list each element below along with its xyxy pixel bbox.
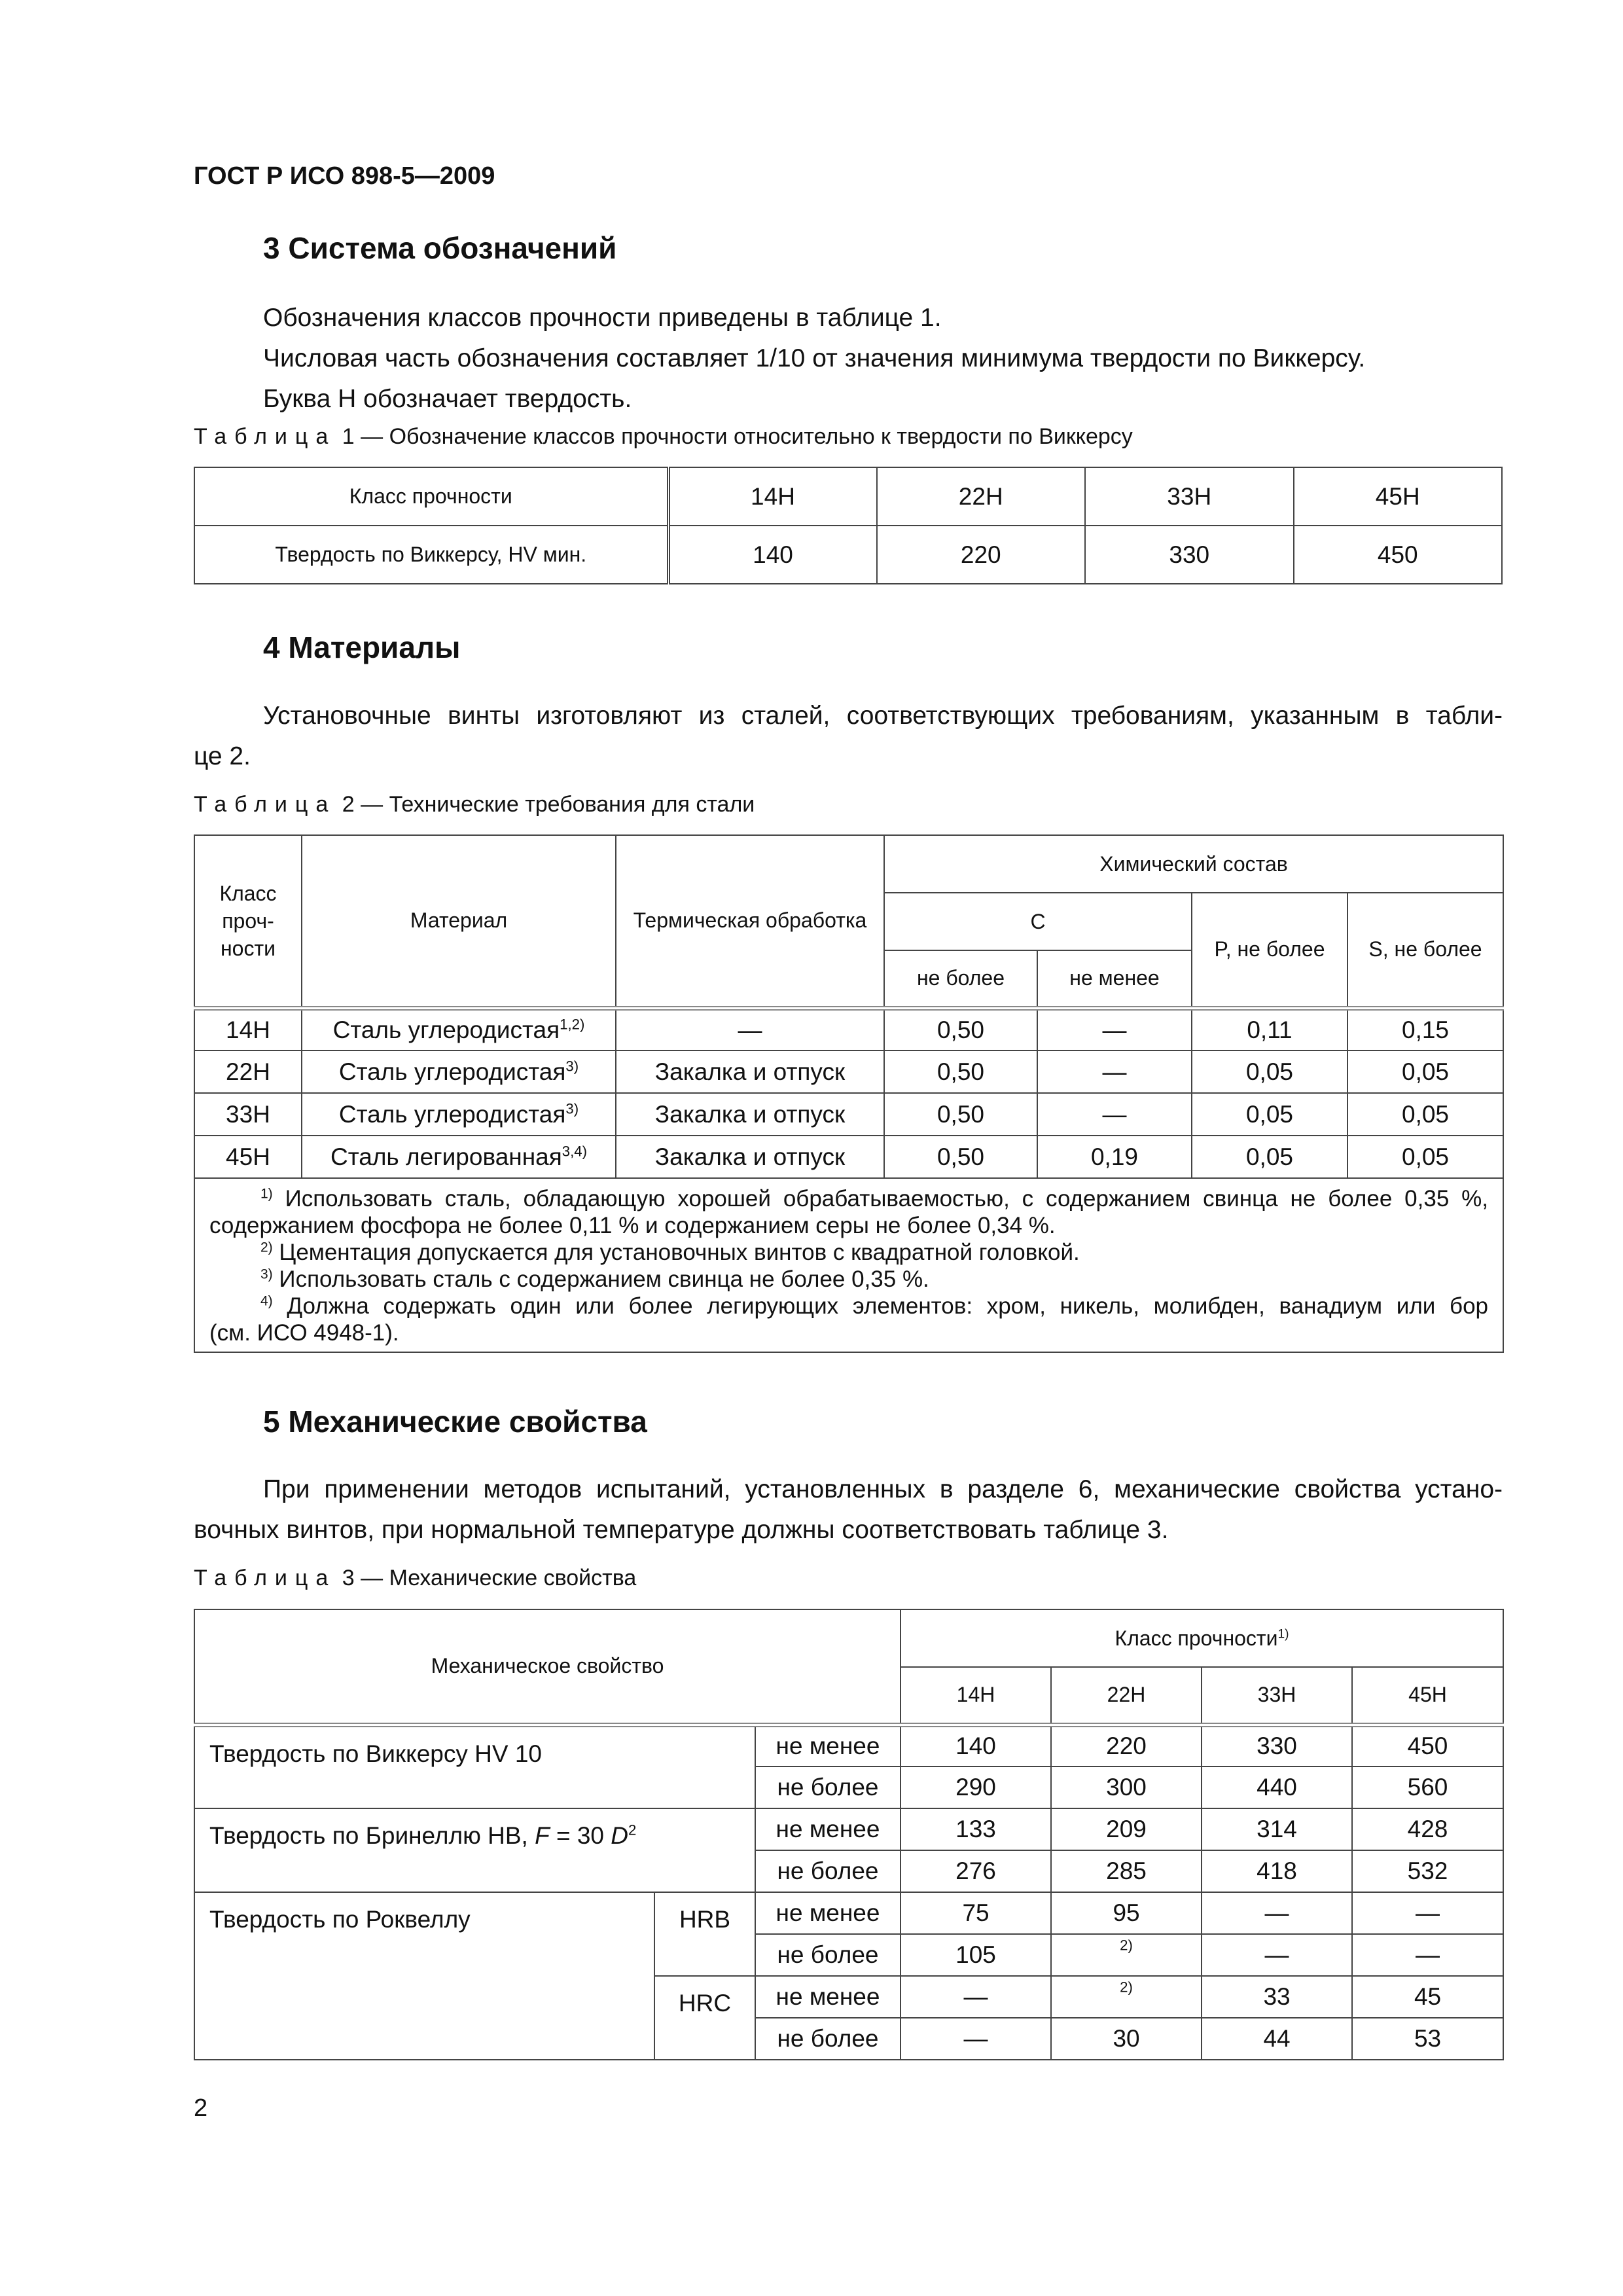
footnote-mark: 1) <box>260 1186 273 1202</box>
table-header-45h: 45H <box>1352 1667 1503 1725</box>
table-cell: Класс прочности <box>194 467 668 526</box>
table-cell: 0,50 <box>884 1136 1037 1178</box>
section-5-line: При применении методов испытаний, установленных в разделе 6, механические свойства устано- <box>263 1475 1503 1503</box>
limit-max: не более <box>755 2018 901 2060</box>
table-cell: 314 <box>1202 1808 1352 1850</box>
table-cell: 300 <box>1051 1767 1202 1808</box>
table-row-notes <box>194 1178 1503 1352</box>
table-2 <box>194 834 1504 1353</box>
footnote-ref: 2) <box>1120 1937 1133 1954</box>
table-cell: 285 <box>1051 1850 1202 1892</box>
table-row <box>194 526 1502 584</box>
table-cell: 0,50 <box>884 1008 1037 1050</box>
footnote-text: Использовать сталь с содержанием свинца не более 0,35 %. <box>279 1266 929 1292</box>
table-cell: 45 <box>1352 1976 1503 2018</box>
table-row <box>194 1008 1503 1050</box>
table-cell <box>302 1050 616 1093</box>
table-cell: 440 <box>1202 1767 1352 1808</box>
table-cell: 0,05 <box>1347 1050 1503 1093</box>
table-header-14h: 14H <box>901 1667 1051 1725</box>
table-cell: 0,05 <box>1347 1136 1503 1178</box>
limit-min: не менее <box>755 1892 901 1934</box>
footnote <box>209 1185 1488 1212</box>
document-code: ГОСТ Р ИСО 898-5—2009 <box>194 162 495 190</box>
table-cell: 14H <box>668 467 877 526</box>
table-2-notes <box>194 1178 1503 1352</box>
table-cell <box>1051 1934 1202 1976</box>
property-brinell <box>194 1808 755 1892</box>
table-header-phosphorus: P, не более <box>1192 893 1347 1008</box>
table-cell: 0,05 <box>1192 1050 1347 1093</box>
material-text: Сталь легированная <box>330 1143 562 1170</box>
footnote-text: Цементация допускается для установочных винтов с квадратной головкой. <box>279 1240 1080 1265</box>
table-row <box>194 835 1503 893</box>
section-3-line: Обозначения классов прочности приведены в таблице 1. <box>263 304 942 332</box>
table-3 <box>194 1609 1504 2060</box>
table-cell: 0,05 <box>1192 1136 1347 1178</box>
table-header-22h: 22H <box>1051 1667 1202 1725</box>
table-cell: 14H <box>194 1008 302 1050</box>
table-cell: 140 <box>668 526 877 584</box>
table-row <box>194 467 1502 526</box>
section-4-title: 4 Материалы <box>263 630 461 664</box>
table-cell: — <box>1202 1934 1352 1976</box>
material-text: Сталь углеродистая <box>338 1058 566 1085</box>
table-cell <box>1051 1976 1202 2018</box>
table-cell: 45H <box>194 1136 302 1178</box>
section-3-text <box>194 298 1503 420</box>
table-cell: — <box>901 1976 1051 2018</box>
table-cell <box>302 1136 616 1178</box>
brinell-d: D <box>611 1822 629 1849</box>
table-header-carbon: C <box>884 893 1192 950</box>
section-4-line: це 2. <box>194 742 251 770</box>
section-3-line: Буква H обозначает твердость. <box>263 385 632 413</box>
table-cell: 105 <box>901 1934 1051 1976</box>
brinell-text: Твердость по Бринеллю HB, <box>209 1822 535 1849</box>
table-cell: — <box>616 1008 884 1050</box>
table-cell: — <box>901 2018 1051 2060</box>
footnote-continuation: содержанием фосфора не более 0,11 % и содержанием серы не более 0,34 %. <box>209 1213 1056 1238</box>
caption-word: Таблица <box>194 792 336 817</box>
table-cell: — <box>1352 1892 1503 1934</box>
table-cell: 95 <box>1051 1892 1202 1934</box>
limit-min: не менее <box>755 1725 901 1767</box>
table-cell: — <box>1037 1008 1192 1050</box>
table-cell: 428 <box>1352 1808 1503 1850</box>
table-cell: 0,15 <box>1347 1008 1503 1050</box>
table-cell: Твердость по Виккерсу, HV мин. <box>194 526 668 584</box>
table-cell: 450 <box>1352 1725 1503 1767</box>
section-5-title: 5 Механические свойства <box>263 1405 647 1439</box>
table-row <box>194 1050 1503 1093</box>
brinell-f: F <box>535 1822 550 1849</box>
property-vickers: Твердость по Виккерсу HV 10 <box>194 1725 755 1808</box>
table-cell: 0,50 <box>884 1093 1037 1136</box>
page-number: 2 <box>194 2094 208 2122</box>
table-cell: 330 <box>1202 1725 1352 1767</box>
brinell-eq: = 30 <box>549 1822 611 1849</box>
table-cell: 450 <box>1294 526 1503 584</box>
section-4-text <box>194 696 1503 777</box>
table-row <box>194 1725 1503 1767</box>
table-cell: 33H <box>1085 467 1294 526</box>
table-header-c-max: не более <box>884 950 1037 1008</box>
table-3-caption <box>194 1566 636 1591</box>
section-3-line: Числовая часть обозначения составляет 1/10 от значения минимума твердости по Виккерсу. <box>263 344 1366 372</box>
footnote-mark: 3) <box>260 1266 273 1282</box>
footnote-text: Должна содержать один или более легирующих элементов: хром, никель, молибден, ванадиум или бор <box>287 1293 1488 1319</box>
footnote-ref: 1,2) <box>560 1016 585 1033</box>
table-cell: Закалка и отпуск <box>616 1093 884 1136</box>
table-cell: 418 <box>1202 1850 1352 1892</box>
footnote-ref: 3) <box>565 1058 579 1075</box>
table-cell: 560 <box>1352 1767 1503 1808</box>
property-rockwell: Твердость по Роквеллу <box>194 1892 654 2060</box>
table-cell: 53 <box>1352 2018 1503 2060</box>
header-text: Класс прочности <box>1115 1626 1278 1650</box>
section-5-line: вочных винтов, при нормальной температуре должны соответствовать таблице 3. <box>194 1516 1169 1544</box>
caption-text: 1 — Обозначение классов прочности относительно к твердости по Виккерсу <box>342 424 1133 449</box>
table-cell: 0,11 <box>1192 1008 1347 1050</box>
material-text: Сталь углеродистая <box>338 1100 566 1128</box>
table-cell: 33 <box>1202 1976 1352 2018</box>
brinell-exp: 2 <box>628 1821 637 1839</box>
caption-word: Таблица <box>194 424 336 449</box>
limit-max: не более <box>755 1767 901 1808</box>
table-cell: 22H <box>877 467 1086 526</box>
footnote-continuation: (см. ИСО 4948-1). <box>209 1320 399 1346</box>
table-row <box>194 1892 1503 1934</box>
footnote-ref: 2) <box>1120 1979 1133 1996</box>
table-row <box>194 1136 1503 1178</box>
table-cell: 33H <box>194 1093 302 1136</box>
table-cell: — <box>1202 1892 1352 1934</box>
table-cell: 209 <box>1051 1808 1202 1850</box>
footnote <box>209 1239 1488 1266</box>
table-cell <box>302 1008 616 1050</box>
table-cell: — <box>1037 1093 1192 1136</box>
footnote-mark: 2) <box>260 1240 273 1255</box>
table-cell: 30 <box>1051 2018 1202 2060</box>
table-cell: — <box>1037 1050 1192 1093</box>
section-4-line: Установочные винты изготовляют из сталей, соответствующих требованиям, указанным в табли- <box>263 702 1503 730</box>
table-cell: Закалка и отпуск <box>616 1136 884 1178</box>
table-cell: 22H <box>194 1050 302 1093</box>
table-cell: Закалка и отпуск <box>616 1050 884 1093</box>
footnote-ref: 3) <box>565 1100 579 1117</box>
table-header-material: Материал <box>302 835 616 1008</box>
table-cell: 532 <box>1352 1850 1503 1892</box>
footnote-mark: 4) <box>260 1293 273 1309</box>
table-cell: 220 <box>877 526 1086 584</box>
limit-max: не более <box>755 1934 901 1976</box>
section-3-title: 3 Система обозначений <box>263 231 617 265</box>
table-row <box>194 1808 1503 1850</box>
table-cell: 133 <box>901 1808 1051 1850</box>
table-header-class <box>901 1609 1503 1667</box>
table-cell: 290 <box>901 1767 1051 1808</box>
table-row <box>194 1609 1503 1667</box>
table-header-heat-treatment: Термическая обработка <box>616 835 884 1008</box>
limit-min: не менее <box>755 1976 901 2018</box>
table-cell: 330 <box>1085 526 1294 584</box>
table-cell: 140 <box>901 1725 1051 1767</box>
footnote-ref: 3,4) <box>562 1143 587 1160</box>
table-header-property: Механическое свойство <box>194 1609 901 1725</box>
table-2-caption <box>194 792 755 817</box>
table-cell: 0,50 <box>884 1050 1037 1093</box>
table-cell: 0,19 <box>1037 1136 1192 1178</box>
table-cell <box>302 1093 616 1136</box>
table-1-caption <box>194 424 1133 450</box>
table-header-c-min: не менее <box>1037 950 1192 1008</box>
footnote-ref: 1) <box>1277 1626 1289 1641</box>
table-header-chemical: Химический состав <box>884 835 1503 893</box>
footnote <box>209 1266 1488 1293</box>
table-cell: 220 <box>1051 1725 1202 1767</box>
table-cell: 276 <box>901 1850 1051 1892</box>
material-text: Сталь углеродистая <box>332 1016 560 1043</box>
table-cell: 44 <box>1202 2018 1352 2060</box>
table-cell: 45H <box>1294 467 1503 526</box>
section-5-text <box>194 1469 1503 1551</box>
table-1 <box>194 467 1503 584</box>
limit-min: не менее <box>755 1808 901 1850</box>
caption-text: 2 — Технические требования для стали <box>342 792 755 817</box>
table-header-33h: 33H <box>1202 1667 1352 1725</box>
caption-word: Таблица <box>194 1566 336 1590</box>
limit-max: не более <box>755 1850 901 1892</box>
table-row <box>194 1093 1503 1136</box>
caption-text: 3 — Механические свойства <box>342 1566 637 1590</box>
footnote-text: Использовать сталь, обладающую хорошей обрабатываемостью, с содержанием свинца не более 0,35 %, <box>285 1186 1489 1211</box>
table-header-sulfur: S, не более <box>1347 893 1503 1008</box>
footnote <box>209 1293 1488 1319</box>
table-header-class: Класс проч- ности <box>194 835 302 1008</box>
scale-hrc: HRC <box>654 1976 755 2060</box>
table-cell: 0,05 <box>1192 1093 1347 1136</box>
table-cell: — <box>1352 1934 1503 1976</box>
table-cell: 0,05 <box>1347 1093 1503 1136</box>
scale-hrb: HRB <box>654 1892 755 1976</box>
table-cell: 75 <box>901 1892 1051 1934</box>
